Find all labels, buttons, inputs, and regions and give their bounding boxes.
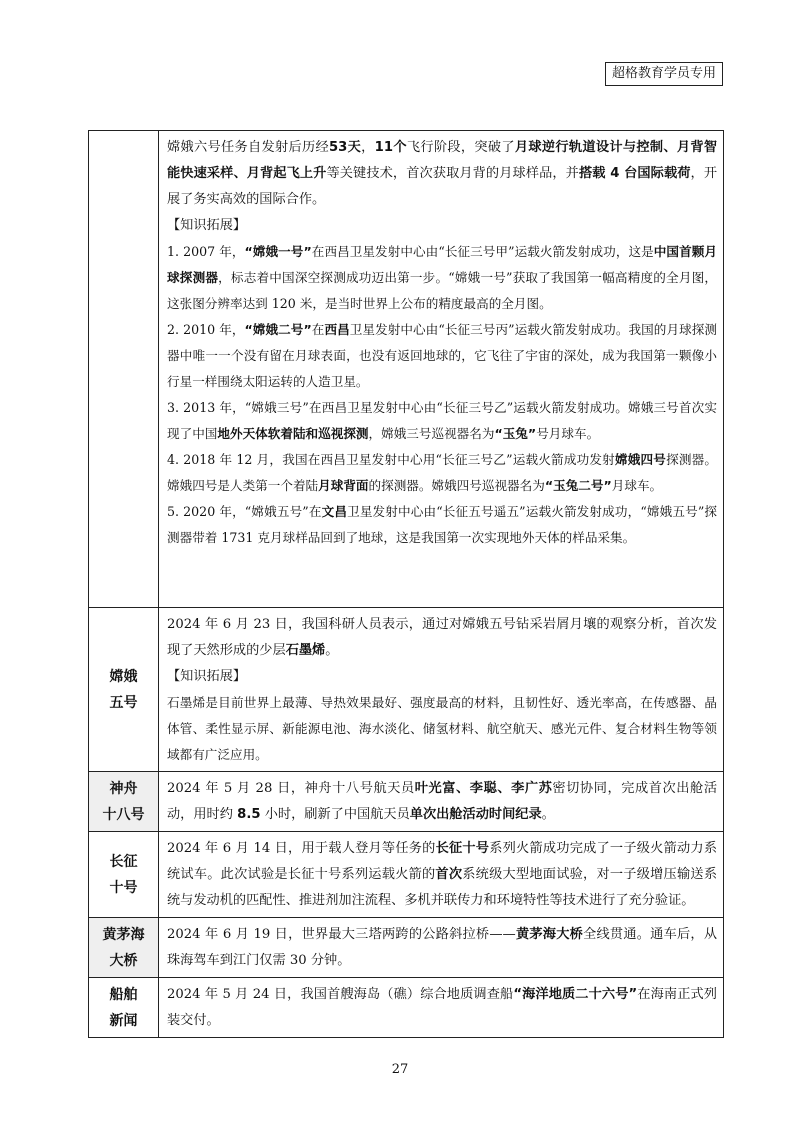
table-row xyxy=(89,832,724,918)
table-row xyxy=(89,918,724,978)
list-item: 5. 2020 年，“嫦娥五号”在文昌卫星发射中心由“长征五号遥五”运载火箭发射成功，“嫦娥五号”探测器带着 1731 克月球样品回到了地球，这是我国第一次实现地外天体的样品采集。 xyxy=(167,504,717,545)
list-item: 3. 2013 年，“嫦娥三号”在西昌卫星发射中心由“长征三号乙”运载火箭发射成功。嫦娥三号首次实现了中国地外天体软着陆和巡视探测，嫦娥三号巡视器名为“玉兔”号月球车。 xyxy=(167,400,717,441)
news-text: 2024 年 5 月 24 日，我国首艘海岛（礁）综合地质调查船“海洋地质二十六号”在海南正式列装交付。 xyxy=(167,987,717,1028)
knowledge-heading: 【知识拓展】 xyxy=(167,669,247,684)
table-row xyxy=(89,772,724,832)
page-number: 27 xyxy=(391,1062,409,1077)
row-content xyxy=(159,608,724,772)
row-content xyxy=(159,978,724,1038)
table-row xyxy=(89,978,724,1038)
news-text: 2024 年 6 月 14 日，用于载人登月等任务的长征十号系列火箭成功完成了一子级火箭动力系统试车。此次试验是长征十号系列运载火箭的首次系统级大型地面试验，对一子级增压输送系统与发动机的匹配性、推进剂加注流程、多机并联传力和环境特性等技术进行了充分验证。 xyxy=(167,841,718,908)
row-label: 长征 十号 xyxy=(89,832,159,918)
row-content xyxy=(159,918,724,978)
table-row xyxy=(89,131,724,608)
news-text: 2024 年 6 月 19 日，世界最大三塔两跨的公路斜拉桥——黄茅海大桥全线贯通。通车后，从珠海驾车到江门仅需 30 分钟。 xyxy=(167,927,718,968)
list-item: 2. 2010 年，“嫦娥二号”在西昌卫星发射中心由“长征三号丙”运载火箭发射成功。我国的月球探测器中唯一一个没有留在月球表面，也没有返回地球的，它飞往了宇宙的深处，成为我国第一颗像小行星一样围绕太阳运转的人造卫星。 xyxy=(167,322,717,389)
table-row xyxy=(89,608,724,772)
list-item: 4. 2018 年 12 月，我国在西昌卫星发射中心用“长征三号乙”运载火箭成功发射嫦娥四号探测器。嫦娥四号是人类第一个着陆月球背面的探测器。嫦娥四号巡视器名为“玉兔二号”月球车。 xyxy=(167,452,718,493)
content-table xyxy=(88,130,724,1038)
lead-paragraph: 嫦娥六号任务自发射后历经53天，11个飞行阶段，突破了月球逆行轨道设计与控制、月背智能快速采样、月背起飞上升等关键技术，首次获取月背的月球样品，并搭载 4 台国际载荷，开展了务实高效的国际合作。 xyxy=(167,140,718,207)
knowledge-heading: 【知识拓展】 xyxy=(167,218,247,233)
row-content xyxy=(159,832,724,918)
row-content xyxy=(159,772,724,832)
row-label: 船舶 新闻 xyxy=(89,978,159,1038)
row-content xyxy=(159,131,724,608)
list-item: 1. 2007 年，“嫦娥一号”在西昌卫星发射中心由“长征三号甲”运载火箭发射成功，这是中国首颗月球探测器，标志着中国深空探测成功迈出第一步。“嫦娥一号”获取了我国第一幅高精度的全月图，这张图分辨率达到 120 米，是当时世界上公布的精度最高的全月图。 xyxy=(167,244,717,311)
lead-paragraph: 2024 年 6 月 23 日，我国科研人员表示，通过对嫦娥五号钻采岩屑月壤的观察分析，首次发现了天然形成的少层石墨烯。 xyxy=(167,617,717,658)
row-label: 嫦娥 五号 xyxy=(89,608,159,772)
knowledge-text: 石墨烯是目前世界上最薄、导热效果最好、强度最高的材料，且韧性好、透光率高，在传感器、晶体管、柔性显示屏、新能源电池、海水淡化、储氢材料、航空航天、感光元件、复合材料生物等领域都有广泛应用。 xyxy=(167,695,717,762)
row-label xyxy=(89,131,159,608)
news-text: 2024 年 5 月 28 日，神舟十八号航天员叶光富、李聪、李广苏密切协同，完成首次出舱活动，用时约 8.5 小时，刷新了中国航天员单次出舱活动时间纪录。 xyxy=(167,781,718,822)
row-label: 神舟 十八号 xyxy=(89,772,159,832)
row-label: 黄茅海 大桥 xyxy=(89,918,159,978)
header-tag: 超格教育学员专用 xyxy=(605,62,723,86)
